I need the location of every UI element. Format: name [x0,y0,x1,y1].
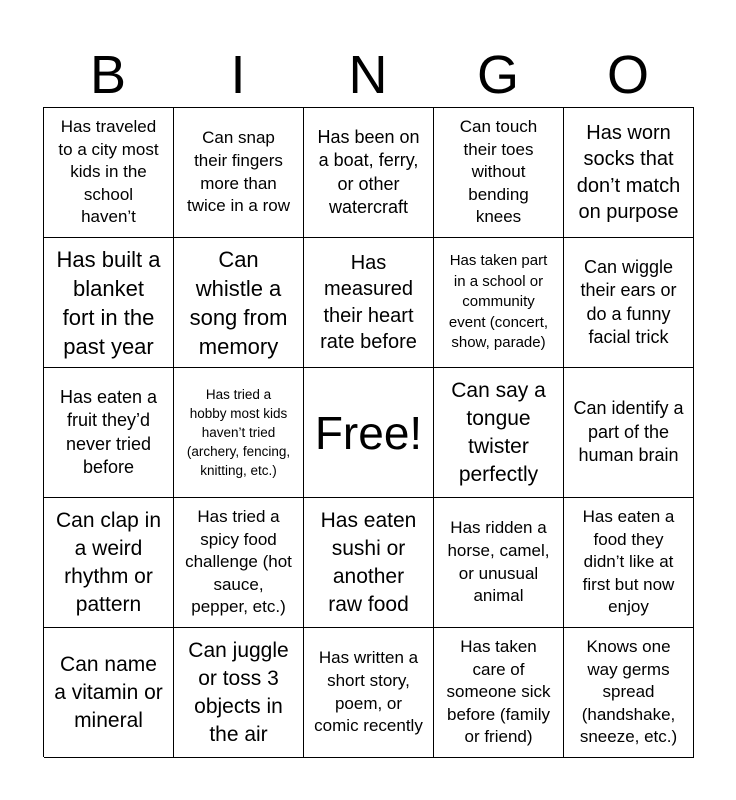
cell-text: Has eaten sushi or another raw food [320,508,417,616]
bingo-cell[interactable] [44,238,174,368]
cell-text: Has eaten a food they didn’t like at first but now enjoy [582,507,675,617]
cell-text: Free! [314,406,423,459]
cell-text: Has taken part in a school or community event (concert, show, parade) [448,252,549,352]
cell-text: Has tried a hobby most kids haven’t tried (archery, fencing, knitting, etc.) [186,387,291,478]
bingo-cell[interactable] [44,108,174,238]
bingo-cell[interactable] [44,498,174,628]
cell-text: Can say a tongue twister perfectly [451,378,546,486]
bingo-cell[interactable] [434,628,564,758]
bingo-cell[interactable] [564,238,694,368]
cell-text: Has taken care of someone sick before (family or friend) [446,637,551,747]
title-letter-b: B [89,45,127,105]
cell-text: Can identify a part of the human brain [573,398,684,466]
bingo-cell[interactable] [434,368,564,498]
cell-text: Can touch their toes without bending knees [459,117,538,227]
bingo-cell[interactable] [44,368,174,498]
cell-text: Has been on a boat, ferry, or other watercraft [317,126,420,217]
bingo-cell[interactable] [174,108,304,238]
bingo-cell[interactable] [174,238,304,368]
title-letter-g: G [476,45,519,105]
bingo-cell[interactable] [434,238,564,368]
cell-text: Can snap their fingers more than twice in a row [187,128,290,216]
cell-text: Can clap in a weird rhythm or pattern [55,508,162,616]
cell-text: Has eaten a fruit they’d never tried before [59,386,158,477]
cell-text: Has built a blanket fort in the past year [56,246,161,359]
title-letter-o: O [606,45,649,105]
bingo-board [43,107,694,757]
cell-text: Has written a short story, poem, or comic recently [314,648,423,736]
free-space[interactable] [304,368,434,498]
cell-text: Has tried a spicy food challenge (hot sauce, pepper, etc.) [185,507,292,617]
title-letter-i: I [230,45,246,105]
bingo-cell[interactable] [564,498,694,628]
cell-text: Has ridden a horse, camel, or unusual animal [447,518,550,606]
bingo-cell[interactable] [304,238,434,368]
bingo-cell[interactable] [564,368,694,498]
cell-text: Can name a vitamin or mineral [54,652,163,732]
cell-text: Has traveled to a city most kids in the school haven’t [58,117,159,227]
bingo-cell[interactable] [174,628,304,758]
bingo-cell[interactable] [304,628,434,758]
bingo-cell[interactable] [564,628,694,758]
bingo-cell[interactable] [564,108,694,238]
bingo-cell[interactable] [174,368,304,498]
cell-text: Has worn socks that don’t match on purpose [576,121,681,223]
bingo-cell[interactable] [304,108,434,238]
bingo-title [43,44,693,106]
cell-text: Knows one way germs spread (handshake, sneeze, etc.) [579,637,678,747]
bingo-cell[interactable] [174,498,304,628]
cell-text: Can whistle a song from memory [189,246,288,359]
cell-text: Has measured their heart rate before [320,251,417,353]
cell-text: Can wiggle their ears or do a funny facial trick [580,256,677,347]
bingo-cell[interactable] [434,108,564,238]
cell-text: Can juggle or toss 3 objects in the air [188,638,289,746]
title-letter-n: N [348,45,388,105]
bingo-cell[interactable] [434,498,564,628]
bingo-cell[interactable] [304,498,434,628]
bingo-cell[interactable] [44,628,174,758]
